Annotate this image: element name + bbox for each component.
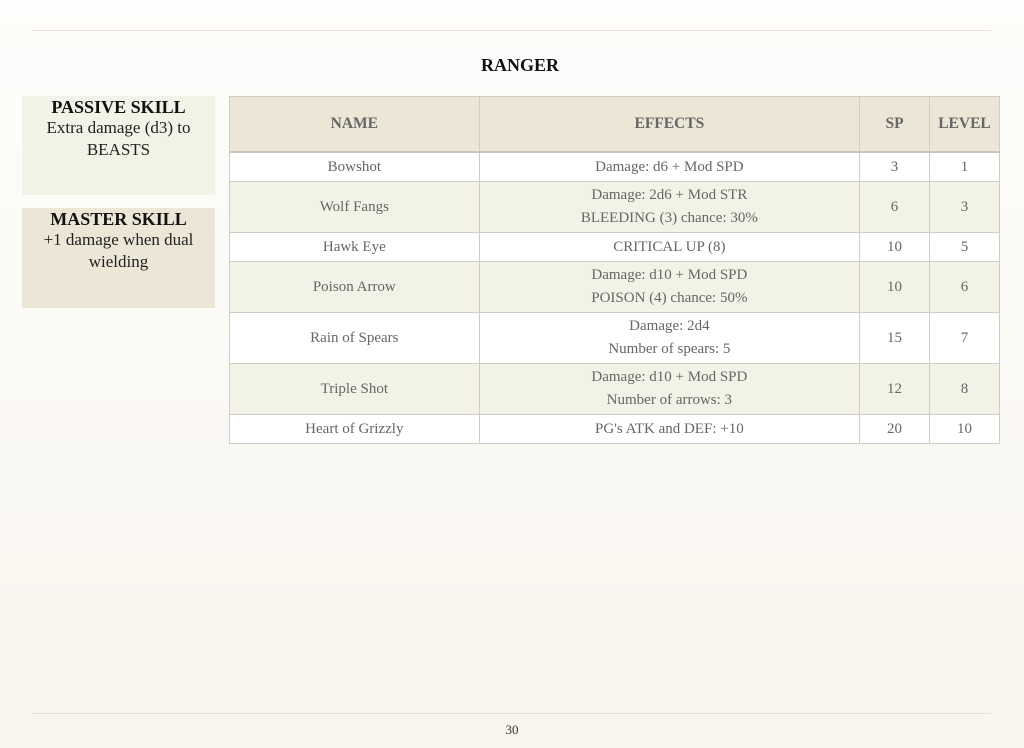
passive-skill-description: Extra damage (d3) to BEASTS [46, 118, 191, 159]
table-header-row [230, 97, 1000, 153]
skill-level: 3 [930, 182, 1000, 233]
page-title: RANGER [480, 55, 559, 75]
skill-level: 8 [930, 364, 1000, 415]
table-row [230, 313, 1000, 364]
page-number: 30 [505, 722, 519, 737]
effect-line: Damage: d10 + Mod SPD [591, 267, 748, 283]
skill-sp: 3 [860, 152, 930, 182]
passive-skill-title: PASSIVE SKILL [51, 97, 186, 117]
effect-line: Damage: 2d6 + Mod STR [591, 187, 748, 203]
master-skill-description: +1 damage when dual wielding [43, 230, 194, 271]
header-sp: SP [860, 97, 930, 153]
bottom-rule [31, 713, 991, 714]
skill-sp: 15 [860, 313, 930, 364]
skill-level: 6 [930, 262, 1000, 313]
skill-effects [479, 182, 859, 233]
table-row [230, 152, 1000, 182]
header-effects: EFFECTS [479, 97, 859, 153]
skill-level: 7 [930, 313, 1000, 364]
skill-name: Rain of Spears [230, 313, 480, 364]
table-row [230, 182, 1000, 233]
skill-name: Heart of Grizzly [230, 415, 480, 444]
master-skill-box [22, 208, 215, 308]
effect-line: POISON (4) chance: 50% [591, 290, 748, 306]
skill-effects [479, 364, 859, 415]
skill-level: 1 [930, 152, 1000, 182]
skill-sp: 12 [860, 364, 930, 415]
skill-effects [479, 233, 859, 262]
table-row [230, 262, 1000, 313]
effect-line: Damage: 2d4 [629, 318, 710, 334]
top-rule [31, 30, 991, 31]
skill-name: Bowshot [230, 152, 480, 182]
table-row [230, 364, 1000, 415]
skill-effects [479, 152, 859, 182]
skill-sp: 10 [860, 262, 930, 313]
skill-effects [479, 313, 859, 364]
effect-line: Damage: d10 + Mod SPD [591, 369, 748, 385]
table-row [230, 233, 1000, 262]
skill-name: Poison Arrow [230, 262, 480, 313]
skill-level: 10 [930, 415, 1000, 444]
table-row [230, 415, 1000, 444]
skills-table [229, 96, 1000, 444]
master-skill-title: MASTER SKILL [50, 209, 187, 229]
skill-name: Triple Shot [230, 364, 480, 415]
effect-line: PG's ATK and DEF: +10 [595, 420, 744, 437]
effect-line: CRITICAL UP (8) [613, 238, 726, 255]
header-level: LEVEL [930, 97, 1000, 153]
skill-name: Hawk Eye [230, 233, 480, 262]
skill-level: 5 [930, 233, 1000, 262]
skill-sp: 20 [860, 415, 930, 444]
skill-effects [479, 415, 859, 444]
skill-effects [479, 262, 859, 313]
effect-line: BLEEDING (3) chance: 30% [580, 210, 758, 226]
effect-line: Number of spears: 5 [608, 341, 731, 357]
header-name: NAME [230, 97, 480, 153]
effect-line: Number of arrows: 3 [606, 392, 733, 408]
skill-name: Wolf Fangs [230, 182, 480, 233]
effect-line: Damage: d6 + Mod SPD [595, 158, 744, 175]
passive-skill-box [22, 96, 215, 195]
skill-sp: 10 [860, 233, 930, 262]
skill-sp: 6 [860, 182, 930, 233]
